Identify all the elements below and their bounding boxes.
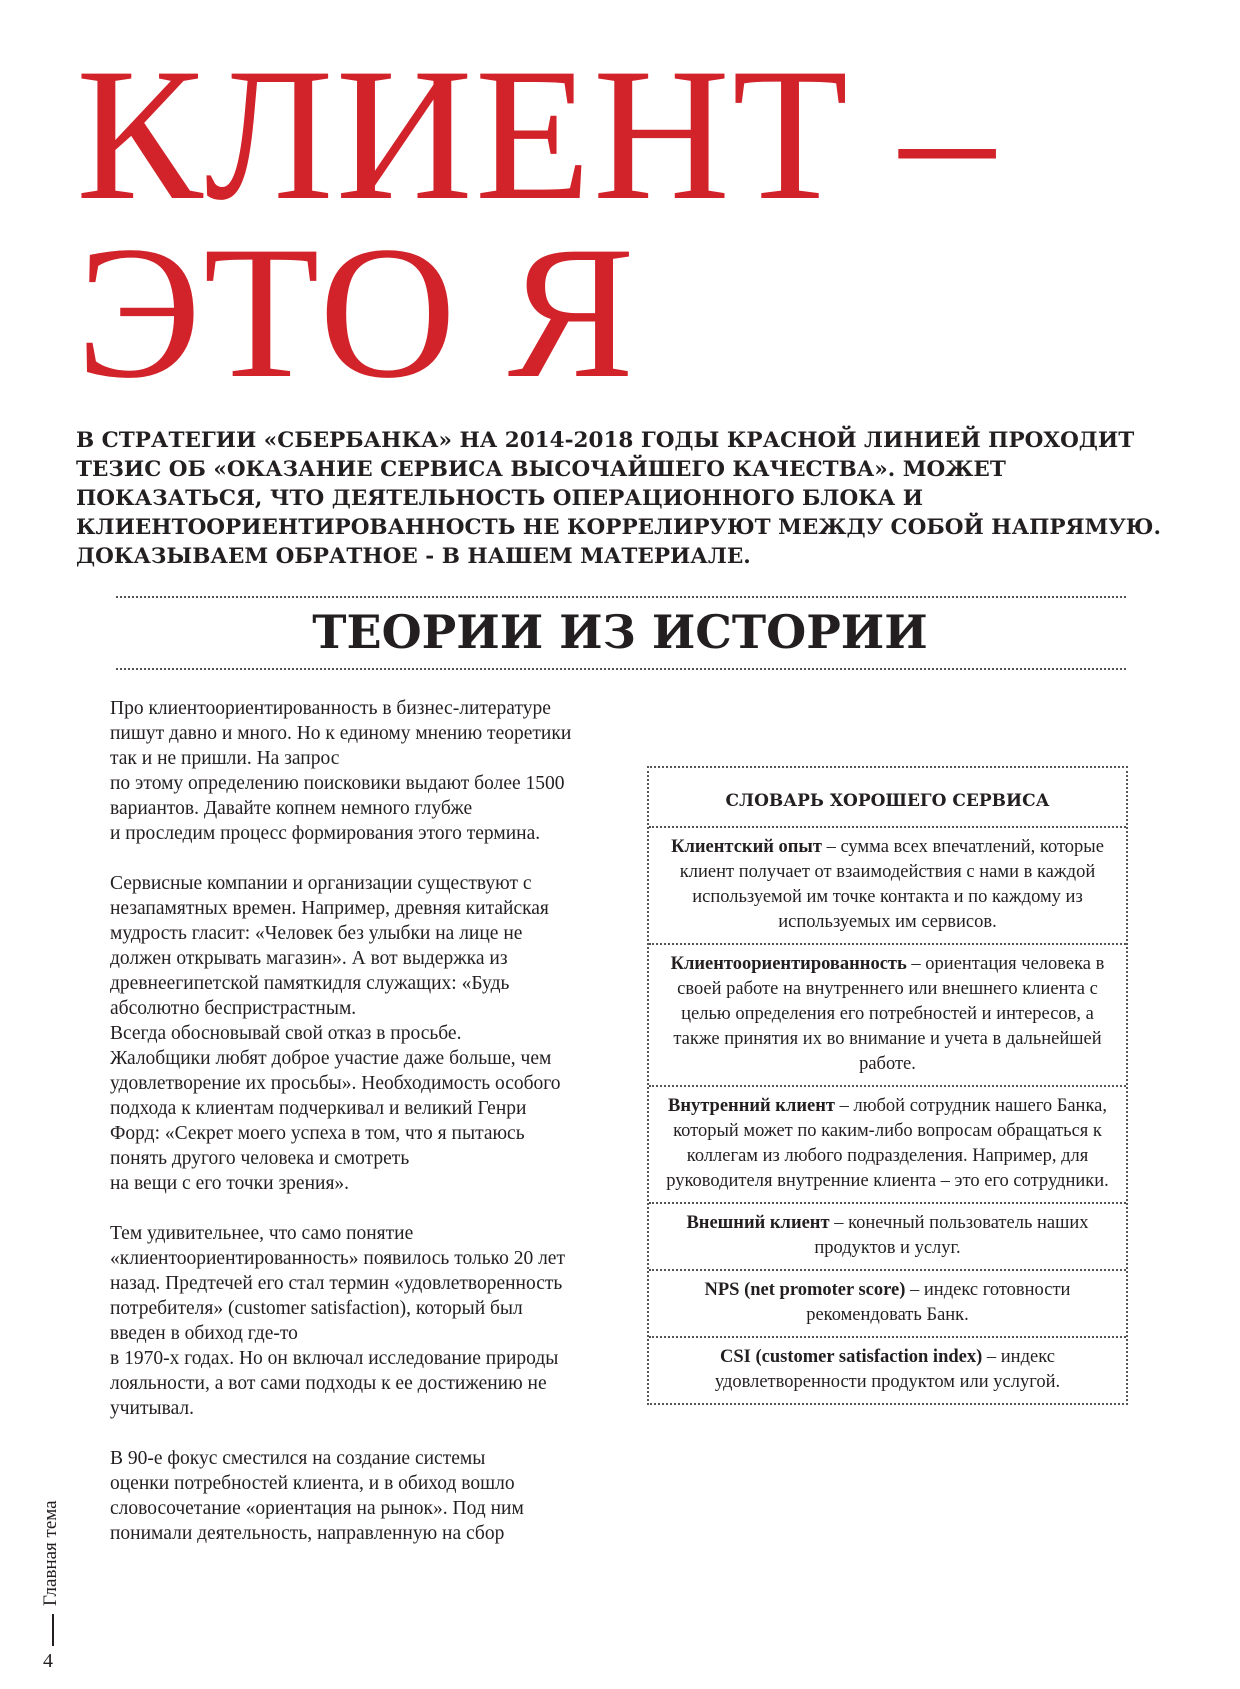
- dotted-divider-top: [116, 596, 1126, 598]
- lead-paragraph: В СТРАТЕГИИ «СБЕРБАНКА» НА 2014-2018 ГОДЫ КРАСНОЙ ЛИНИЕЙ ПРОХОДИТ ТЕЗИС ОБ «ОКАЗАНИЕ СЕРВИСА ВЫСОЧАЙШЕГО КАЧЕСТВА». МОЖЕТ ПОКАЗАТЬСЯ, ЧТО ДЕЯТЕЛЬНОСТЬ ОПЕРАЦИОННОГО БЛОКА И КЛИЕНТООРИЕНТИРОВАННОСТЬ НЕ КОРРЕЛИРУЮТ МЕЖДУ СОБОЙ НАПРЯМУЮ. ДОКАЗЫВАЕМ ОБРАТНОЕ - В НАШЕМ МАТЕРИАЛЕ.: [76, 428, 1161, 569]
- text-line: лояльности, а вот сами подходы к ее достижению не: [110, 1373, 547, 1394]
- text-line: абсолютно беспристрастным.: [110, 998, 357, 1019]
- glossary-term: Внутренний клиент: [667, 1096, 835, 1116]
- dotted-divider-bottom: [116, 668, 1126, 670]
- text-line: учитывал.: [110, 1398, 194, 1419]
- glossary-entry: [649, 943, 1126, 1085]
- text-line: пишут давно и много. Но к единому мнению теоретики: [110, 723, 572, 744]
- glossary-term: Клиентоориентированность: [670, 954, 907, 974]
- glossary-entry: [649, 1269, 1126, 1336]
- article-body: [110, 696, 630, 1571]
- text-line: в 1970-х годах. Но он включал исследование природы: [110, 1348, 559, 1369]
- glossary-term: CSI (customer satisfaction index): [720, 1347, 983, 1367]
- text-line: понять другого человека и смотреть: [110, 1148, 410, 1169]
- glossary-definition: – индекс удовлетворенности продуктом или услугой.: [714, 1347, 1061, 1392]
- glossary-definition: – сумма всех впечатлений, которые клиент получает от взаимодействия с нами в каждой используемой им точке контакта и по каждому из используемых им сервисов.: [679, 837, 1104, 932]
- text-line: Тем удивительнее, что само понятие: [110, 1223, 414, 1244]
- text-line: назад. Предтечей его стал термин «удовлетворенность: [110, 1273, 563, 1294]
- page-number: 4: [43, 1650, 53, 1672]
- glossary-title: СЛОВАРЬ ХОРОШЕГО СЕРВИСА: [725, 791, 1050, 811]
- text-line: введен в обиход где-то: [110, 1323, 298, 1344]
- glossary-entry: [649, 826, 1126, 943]
- section-label: Главная тема: [40, 1500, 61, 1606]
- text-line: вариантов. Давайте копнем немного глубже: [110, 798, 473, 819]
- glossary-term: NPS (net promoter score): [704, 1280, 906, 1300]
- text-line: удовлетворение их просьбы». Необходимость особого: [110, 1073, 561, 1094]
- glossary-entry: [649, 1085, 1126, 1202]
- footer-divider: [52, 1614, 54, 1646]
- text-line: по этому определению поисковики выдают более 1500: [110, 773, 565, 794]
- text-line: В 90-е фокус сместился на создание системы: [110, 1448, 486, 1469]
- glossary-entry: [649, 1202, 1126, 1269]
- text-line: подхода к клиентам подчеркивал и великий Генри: [110, 1098, 527, 1119]
- text-line: древнеегипетской памяткидля служащих: «Будь: [110, 973, 510, 994]
- headline-line-1: КЛИЕНТ –: [76, 30, 997, 240]
- glossary-term: Внешний клиент: [686, 1213, 830, 1233]
- text-line: должен открывать магазин». А вот выдержка из: [110, 948, 508, 969]
- text-line: Форд: «Секрет моего успеха в том, что я пытаюсь: [110, 1123, 525, 1144]
- text-line: потребителя» (customer satisfaction), который был: [110, 1298, 523, 1319]
- article-paragraph: [110, 1221, 630, 1421]
- glossary-definition: – ориентация человека в своей работе на внутреннего или внешнего клиента с целью определения его потребностей и интересов, а также принятия их во внимание и учета в дальнейшей работе.: [673, 954, 1105, 1074]
- article-paragraph: [110, 871, 630, 1196]
- glossary-entries: [649, 826, 1126, 1403]
- text-line: Про клиентоориентированность в бизнес-литературе: [110, 698, 551, 719]
- text-line: Жалобщики любят доброе участие даже больше, чем: [110, 1048, 552, 1069]
- section-title: ТЕОРИИ ИЗ ИСТОРИИ: [312, 605, 928, 659]
- article-paragraph: [110, 1446, 630, 1546]
- text-line: на вещи с его точки зрения».: [110, 1173, 350, 1194]
- text-line: незапамятных времен. Например, древняя китайская: [110, 898, 549, 919]
- text-line: так и не пришли. На запрос: [110, 748, 340, 769]
- text-line: «клиентоориентированность» появилось только 20 лет: [110, 1248, 565, 1269]
- article-paragraph: [110, 696, 630, 846]
- glossary-entry: [649, 1336, 1126, 1403]
- glossary-definition: – конечный пользователь наших продуктов и услуг.: [814, 1213, 1089, 1258]
- glossary-term: Клиентский опыт: [671, 837, 822, 857]
- text-line: оценки потребностей клиента, и в обиход вошло: [110, 1473, 515, 1494]
- text-line: словосочетание «ориентация на рынок». Под ним: [110, 1498, 524, 1519]
- glossary-definition: – любой сотрудник нашего Банка, который может по каким-либо вопросам обращаться к коллегам из любого подразделения. Например, для руководителя внутренние клиента – это его сотрудники.: [666, 1096, 1109, 1191]
- glossary-box: [647, 766, 1128, 1405]
- text-line: и проследим процесс формирования этого термина.: [110, 823, 541, 844]
- text-line: понимали деятельность, направленную на сбор: [110, 1523, 505, 1544]
- headline-line-2: ЭТО Я: [76, 208, 637, 418]
- text-line: мудрость гласит: «Человек без улыбки на лице не: [110, 923, 523, 944]
- text-line: Всегда обосновывай свой отказ в просьбе.: [110, 1023, 462, 1044]
- glossary-definition: – индекс готовности рекомендовать Банк.: [806, 1280, 1071, 1325]
- text-line: Сервисные компании и организации существуют с: [110, 873, 532, 894]
